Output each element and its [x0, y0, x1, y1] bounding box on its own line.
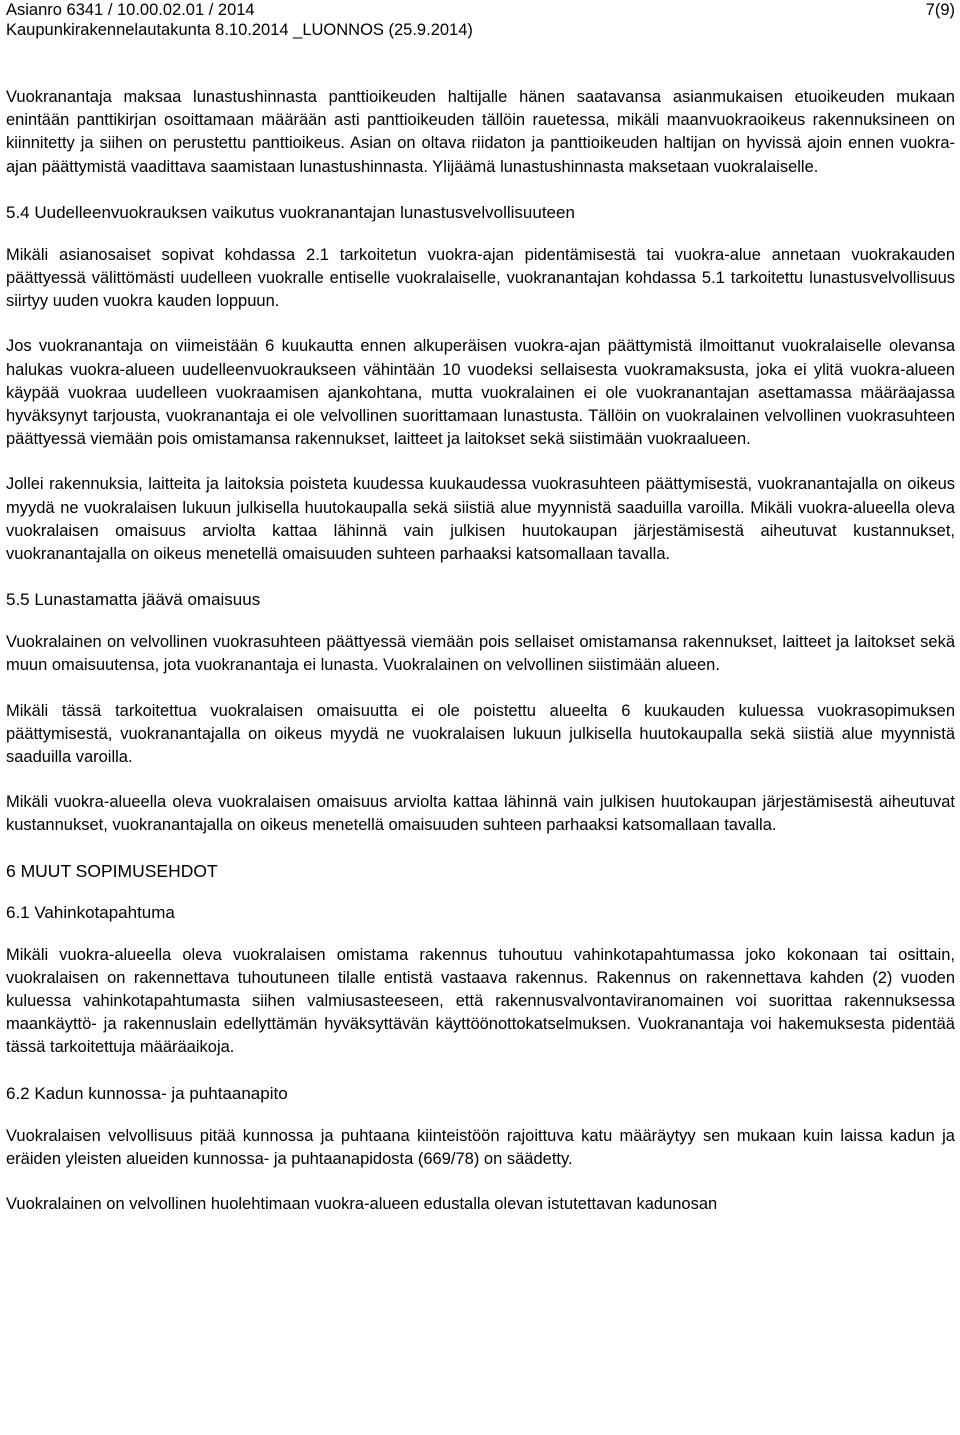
paragraph-property-discretion: Mikäli vuokra-alueella oleva vuokralaisen omaisuus arviolta kattaa lähinnä vain julkisen huutokaupan järjestämisestä aiheutuvat kustannukset, vuokranantajalla on oikeus menetellä omaisuuden suhteen parhaaksi katsomallaan tavalla. — [6, 793, 955, 835]
paragraph-lease-extension: Mikäli asianosaiset sopivat kohdassa 2.1 tarkoitetun vuokra-ajan pidentämisestä tai vuokra-alue annetaan vuokrakauden päättyessä välittömästi uudelleen vuokralle entiselle vuokralaiselle, vuokranantajan kohdassa 5.1 tarkoitettu lunastusvelvollisuus siirtyy uuden vuokra kauden loppuun. — [6, 245, 955, 311]
paragraph-damage-event: Mikäli vuokra-alueella oleva vuokralaisen omistama rakennus tuhoutuu vahinkotapahtumassa joko kokonaan tai osittain, vuokralaisen on rakennettava tuhoutuneen tilalle entistä vastaava rakennus. Rakennus on rakennettava kahden (2) vuoden kuluessa vahinkotapahtumasta siihen valmiusasteeseen, että rakennusvalvontaviranomainen voi suorittaa rakennuksessa maankäyttö- ja rakennuslain edellyttämän hyväksyttävän käyttöönottokatselmuksen. Vuokranantaja voi hakemuksesta pidentää tässä tarkoitettuja määräaikoja. — [6, 945, 955, 1057]
paragraph-street-maintenance: Vuokralaisen velvollisuus pitää kunnossa ja puhtaana kiinteistöön rajoittuva katu määräytyy sen mukaan kuin laissa kadun ja eräiden yleisten alueiden kunnossa- ja puhtaanapidosta (669/78) on säädetty. — [6, 1126, 955, 1168]
document-page — [6, 0, 955, 1238]
header-case-number: Asianro 6341 / 10.00.02.01 / 2014 — [6, 1, 255, 19]
section-heading-5-5: 5.5 Lunastamatta jäävä omaisuus — [6, 590, 261, 610]
section-heading-5-4: 5.4 Uudelleenvuokrauksen vaikutus vuokranantajan lunastusvelvollisuuteen — [6, 202, 575, 222]
section-heading-6-2: 6.2 Kadun kunnossa- ja puhtaanapito — [6, 1083, 288, 1103]
paragraph-unredeemed-property: Vuokralainen on velvollinen vuokrasuhteen päättyessä viemään pois sellaiset omistamansa rakennukset, laitteet ja laitokset sekä muun omaisuutensa, jota vuokranantaja ei lunasta. Vuokralainen on velvollinen siistimään alueen. — [6, 633, 955, 675]
paragraph-planted-street-section: Vuokralainen on velvollinen huolehtimaan vuokra-alueen edustalla olevan istutettavan kadunosan — [6, 1195, 718, 1214]
document-body — [6, 86, 955, 1216]
header-board-date: Kaupunkirakennelautakunta 8.10.2014 _LUONNOS (25.9.2014) — [6, 21, 473, 39]
paragraph-removal-auction: Jollei rakennuksia, laitteita ja laitoksia poisteta kuudessa kuukaudessa vuokrasuhteen päättymisestä, vuokranantajalla on oikeus myydä ne vuokralaisen lukuun julkisella huutokaupalla sekä siistiä alue myynnistä saaduilla varoilla. Mikäli vuokra-alueella oleva vuokralaisen omaisuus arviolta kattaa lähinnä vain julkisen huutokaupan järjestämisestä aiheutuvat kustannukset, vuokranantajalla on oikeus menetellä omaisuuden suhteen parhaaksi katsomallaan tavalla. — [6, 475, 955, 564]
paragraph-property-auction: Mikäli tässä tarkoitettua vuokralaisen omaisuutta ei ole poistettu alueelta 6 kuukauden kuluessa vuokrasopimuksen päättymisestä, vuokranantajalla on oikeus myydä ne vuokralaisen lukuun julkisella huutokaupalla sekä siistiä alue myynnistä saaduilla varoilla. — [6, 701, 955, 767]
page-number: 7(9) — [925, 1, 955, 19]
page-header — [6, 0, 955, 40]
paragraph-lien-payment: Vuokranantaja maksaa lunastushinnasta panttioikeuden haltijalle hänen saatavansa asianmukaisen etuoikeuden mukaan enintään panttikirjan osoittamaan määrään asti panttioikeuden tällöin rauetessa, mikäli maanvuokraoikeus rakennuksineen on kiinnitetty ja siihen on perustettu panttioikeus. Asian on oltava riidaton ja panttioikeuden haltijan on hyvissä ajoin ennen vuokra-ajan päättymistä vaadittava saamistaan lunastushinnasta. Ylijäämä lunastushinnasta maksetaan vuokralaiselle. — [6, 88, 955, 176]
section-heading-6-1: 6.1 Vahinkotapahtuma — [6, 902, 175, 922]
section-heading-6: 6 MUUT SOPIMUSEHDOT — [6, 860, 218, 881]
paragraph-release-offer: Jos vuokranantaja on viimeistään 6 kuukautta ennen alkuperäisen vuokra-ajan päättymistä ilmoittanut vuokralaiselle olevansa halukas vuokra-alueen uudelleenvuokraukseen vähintään 10 vuodeksi sellaisesta vuokramaksusta, joka ei ylitä vuokra-alueen käypää vuokraa uudelleen vuokraamisen ajankohtana, mutta vuokralainen ei ole vuokranantajan asettamassa määräajassa hyväksynyt tarjousta, vuokranantaja ei ole velvollinen suorittamaan lunastusta. Tällöin on vuokralainen velvollinen vuokrasuhteen päättyessä viemään pois omistamansa rakennukset, laitteet ja laitokset sekä siistimään vuokraalueen. — [6, 337, 955, 449]
